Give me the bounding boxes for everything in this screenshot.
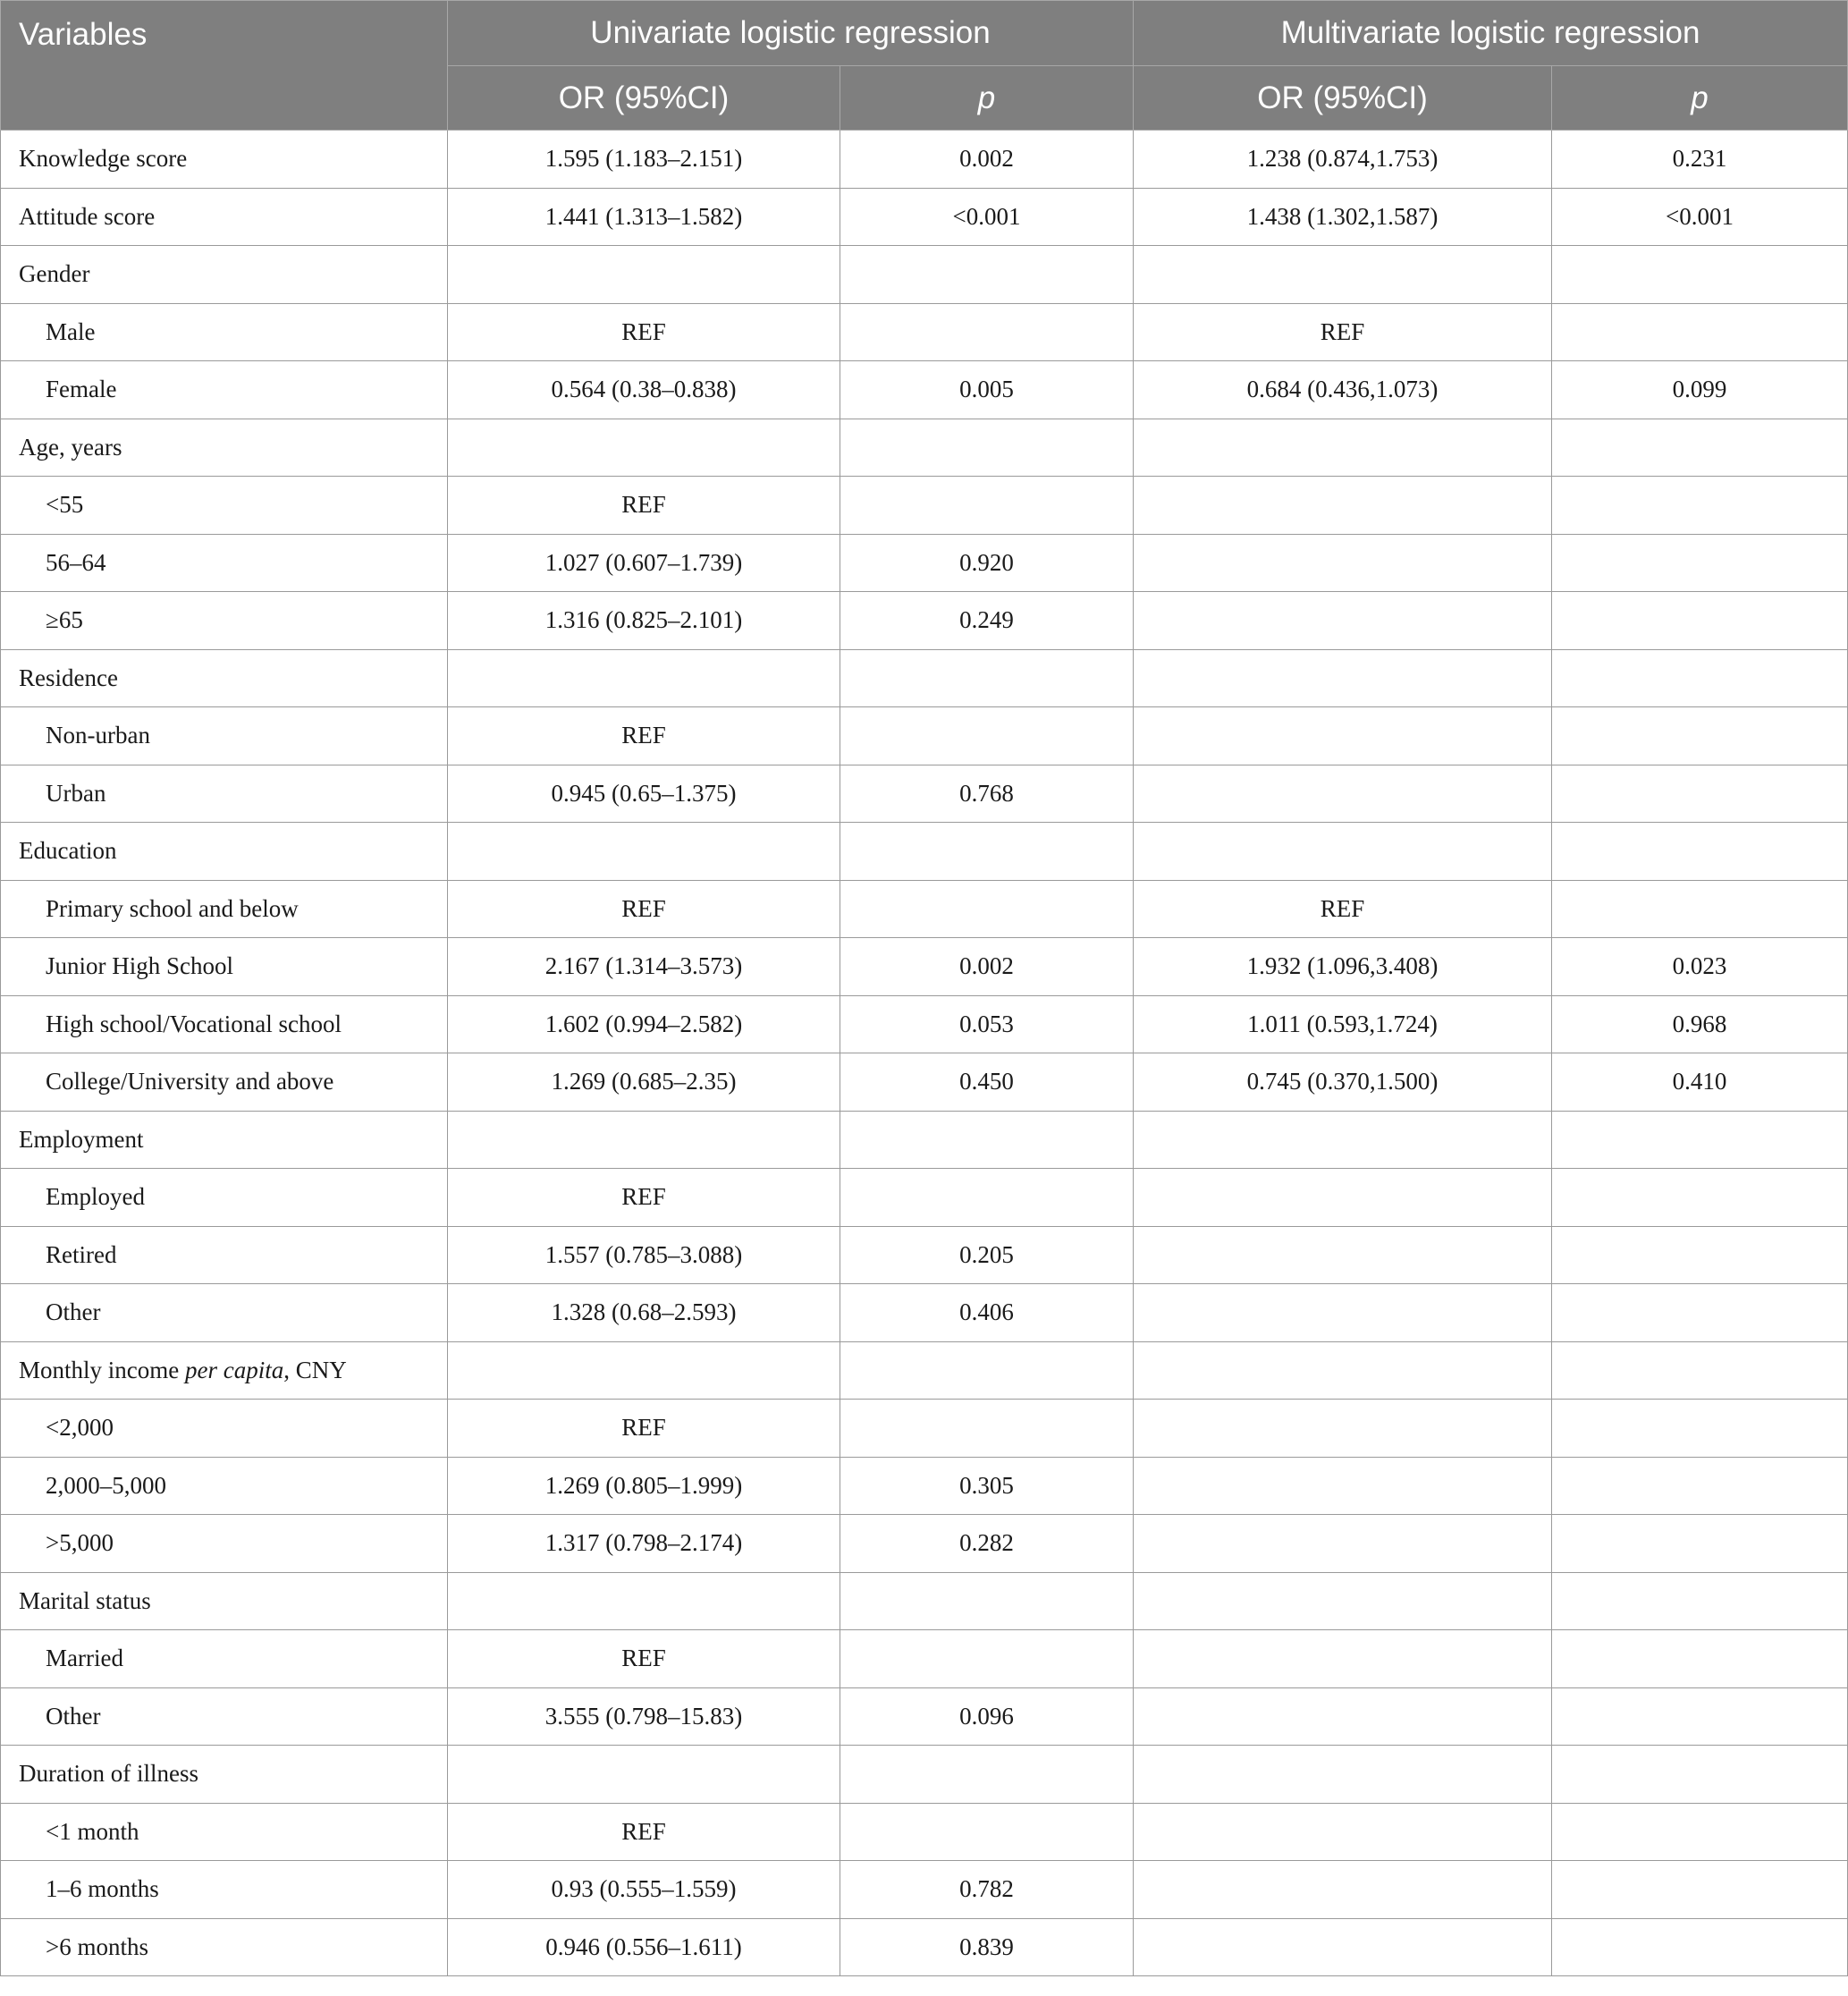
univariate-or-cell — [448, 649, 840, 707]
univariate-or-cell — [448, 823, 840, 881]
multivariate-or-cell — [1134, 1226, 1552, 1284]
variable-cell: Junior High School — [1, 938, 448, 996]
univariate-p-cell: 0.782 — [840, 1861, 1134, 1919]
univariate-or-cell — [448, 419, 840, 477]
multivariate-p-cell — [1552, 592, 1848, 650]
variable-cell: Male — [1, 303, 448, 361]
multivariate-p-cell — [1552, 534, 1848, 592]
univariate-p-cell — [840, 707, 1134, 765]
multivariate-or-cell: 1.238 (0.874,1.753) — [1134, 131, 1552, 189]
multivariate-p-cell — [1552, 1630, 1848, 1688]
multivariate-or-cell — [1134, 477, 1552, 535]
table-row — [1, 823, 1848, 881]
univariate-or-cell: 1.269 (0.685–2.35) — [448, 1053, 840, 1112]
table-row — [1, 303, 1848, 361]
univariate-or-cell: REF — [448, 707, 840, 765]
variable-cell: Other — [1, 1284, 448, 1342]
table-header — [1, 1, 1848, 131]
table-row — [1, 246, 1848, 304]
variable-cell: Married — [1, 1630, 448, 1688]
univariate-p-cell — [840, 649, 1134, 707]
table-row — [1, 477, 1848, 535]
multivariate-or-cell — [1134, 1746, 1552, 1804]
variable-cell: Non-urban — [1, 707, 448, 765]
multivariate-p-cell — [1552, 1284, 1848, 1342]
univariate-or-cell: 3.555 (0.798–15.83) — [448, 1687, 840, 1746]
table-row — [1, 534, 1848, 592]
univariate-or-cell — [448, 246, 840, 304]
multivariate-or-cell: 0.684 (0.436,1.073) — [1134, 361, 1552, 419]
multivariate-p-cell: 0.231 — [1552, 131, 1848, 189]
table-row — [1, 938, 1848, 996]
univariate-p-cell: 0.406 — [840, 1284, 1134, 1342]
header-multi-p: p — [1552, 66, 1848, 131]
multivariate-p-cell: <0.001 — [1552, 188, 1848, 246]
univariate-or-cell: 1.027 (0.607–1.739) — [448, 534, 840, 592]
univariate-or-cell — [448, 1746, 840, 1804]
univariate-p-cell: 0.205 — [840, 1226, 1134, 1284]
variable-label: Monthly income — [19, 1356, 185, 1383]
multivariate-or-cell — [1134, 534, 1552, 592]
univariate-or-cell: REF — [448, 1803, 840, 1861]
multivariate-p-cell: 0.099 — [1552, 361, 1848, 419]
variable-cell: Urban — [1, 765, 448, 823]
univariate-p-cell — [840, 1572, 1134, 1630]
table-row — [1, 765, 1848, 823]
variable-cell: 2,000–5,000 — [1, 1457, 448, 1515]
multivariate-or-cell: 0.745 (0.370,1.500) — [1134, 1053, 1552, 1112]
univariate-or-cell: REF — [448, 880, 840, 938]
table-row — [1, 361, 1848, 419]
multivariate-p-cell — [1552, 1400, 1848, 1458]
variable-cell: College/University and above — [1, 1053, 448, 1112]
univariate-p-cell: 0.450 — [840, 1053, 1134, 1112]
multivariate-or-cell — [1134, 1803, 1552, 1861]
univariate-or-cell: 0.93 (0.555–1.559) — [448, 1861, 840, 1919]
multivariate-or-cell — [1134, 649, 1552, 707]
variable-label-italic: per capita — [184, 1356, 284, 1383]
univariate-p-cell — [840, 1803, 1134, 1861]
variable-cell: Attitude score — [1, 188, 448, 246]
multivariate-p-cell — [1552, 1687, 1848, 1746]
variable-cell: Primary school and below — [1, 880, 448, 938]
univariate-p-cell: 0.839 — [840, 1918, 1134, 1976]
multivariate-or-cell — [1134, 1169, 1552, 1227]
univariate-or-cell: 1.602 (0.994–2.582) — [448, 995, 840, 1053]
univariate-or-cell: REF — [448, 477, 840, 535]
univariate-or-cell — [448, 1572, 840, 1630]
multivariate-or-cell — [1134, 823, 1552, 881]
variable-cell: Age, years — [1, 419, 448, 477]
univariate-p-cell — [840, 246, 1134, 304]
header-univariate: Univariate logistic regression — [448, 1, 1134, 66]
univariate-p-cell — [840, 1400, 1134, 1458]
multivariate-or-cell: 1.011 (0.593,1.724) — [1134, 995, 1552, 1053]
variable-cell: Female — [1, 361, 448, 419]
univariate-p-cell — [840, 880, 1134, 938]
multivariate-or-cell — [1134, 1861, 1552, 1919]
multivariate-or-cell — [1134, 1284, 1552, 1342]
multivariate-p-cell — [1552, 765, 1848, 823]
table-row — [1, 880, 1848, 938]
univariate-p-cell — [840, 1169, 1134, 1227]
univariate-p-cell — [840, 823, 1134, 881]
multivariate-or-cell — [1134, 1630, 1552, 1688]
table-row — [1, 592, 1848, 650]
table-row — [1, 1746, 1848, 1804]
univariate-or-cell: 0.945 (0.65–1.375) — [448, 765, 840, 823]
univariate-or-cell: REF — [448, 303, 840, 361]
variable-cell: >5,000 — [1, 1515, 448, 1573]
univariate-or-cell: 1.557 (0.785–3.088) — [448, 1226, 840, 1284]
table-row — [1, 1572, 1848, 1630]
multivariate-or-cell: 1.932 (1.096,3.408) — [1134, 938, 1552, 996]
multivariate-or-cell — [1134, 1457, 1552, 1515]
multivariate-p-cell — [1552, 880, 1848, 938]
multivariate-or-cell — [1134, 1918, 1552, 1976]
multivariate-p-cell — [1552, 1169, 1848, 1227]
univariate-or-cell: 1.441 (1.313–1.582) — [448, 188, 840, 246]
header-variables: Variables — [1, 1, 448, 131]
multivariate-p-cell — [1552, 649, 1848, 707]
table-row — [1, 1918, 1848, 1976]
univariate-p-cell: 0.005 — [840, 361, 1134, 419]
table-row — [1, 1284, 1848, 1342]
univariate-p-cell — [840, 1341, 1134, 1400]
variable-cell: Employment — [1, 1111, 448, 1169]
multivariate-or-cell — [1134, 1515, 1552, 1573]
table-row — [1, 1053, 1848, 1112]
variable-cell: Duration of illness — [1, 1746, 448, 1804]
table-row — [1, 131, 1848, 189]
header-multivariate: Multivariate logistic regression — [1134, 1, 1848, 66]
univariate-or-cell: REF — [448, 1169, 840, 1227]
table-row — [1, 188, 1848, 246]
univariate-p-cell: 0.305 — [840, 1457, 1134, 1515]
univariate-p-cell: 0.096 — [840, 1687, 1134, 1746]
univariate-or-cell — [448, 1111, 840, 1169]
univariate-p-cell — [840, 419, 1134, 477]
multivariate-p-cell — [1552, 823, 1848, 881]
multivariate-p-cell: 0.968 — [1552, 995, 1848, 1053]
multivariate-or-cell — [1134, 246, 1552, 304]
table-body — [1, 131, 1848, 1976]
multivariate-or-cell — [1134, 419, 1552, 477]
univariate-p-cell: 0.920 — [840, 534, 1134, 592]
variable-cell: ≥65 — [1, 592, 448, 650]
multivariate-p-cell — [1552, 1572, 1848, 1630]
variable-cell: Retired — [1, 1226, 448, 1284]
multivariate-p-cell — [1552, 1111, 1848, 1169]
table-row — [1, 1169, 1848, 1227]
multivariate-or-cell — [1134, 707, 1552, 765]
variable-cell: Knowledge score — [1, 131, 448, 189]
univariate-p-cell — [840, 303, 1134, 361]
multivariate-p-cell — [1552, 1515, 1848, 1573]
table-row — [1, 649, 1848, 707]
variable-cell: Employed — [1, 1169, 448, 1227]
univariate-or-cell: 2.167 (1.314–3.573) — [448, 938, 840, 996]
multivariate-or-cell — [1134, 1400, 1552, 1458]
table-row — [1, 1341, 1848, 1400]
multivariate-or-cell: 1.438 (1.302,1.587) — [1134, 188, 1552, 246]
variable-cell: Gender — [1, 246, 448, 304]
variable-cell — [1, 1341, 448, 1400]
univariate-p-cell: 0.002 — [840, 938, 1134, 996]
variable-cell: <2,000 — [1, 1400, 448, 1458]
multivariate-p-cell — [1552, 477, 1848, 535]
variable-cell: >6 months — [1, 1918, 448, 1976]
header-uni-or-ci: OR (95%CI) — [448, 66, 840, 131]
table-row — [1, 995, 1848, 1053]
univariate-or-cell: 1.269 (0.805–1.999) — [448, 1457, 840, 1515]
table-row — [1, 1803, 1848, 1861]
univariate-p-cell — [840, 1630, 1134, 1688]
univariate-p-cell — [840, 477, 1134, 535]
variable-cell: <55 — [1, 477, 448, 535]
multivariate-or-cell — [1134, 1572, 1552, 1630]
univariate-or-cell: 0.564 (0.38–0.838) — [448, 361, 840, 419]
variable-cell: 56–64 — [1, 534, 448, 592]
table-row — [1, 1400, 1848, 1458]
univariate-or-cell — [448, 1341, 840, 1400]
header-uni-p: p — [840, 66, 1134, 131]
univariate-p-cell: 0.249 — [840, 592, 1134, 650]
multivariate-p-cell — [1552, 1803, 1848, 1861]
header-multi-or-ci: OR (95%CI) — [1134, 66, 1552, 131]
univariate-p-cell: 0.768 — [840, 765, 1134, 823]
variable-cell: Residence — [1, 649, 448, 707]
multivariate-or-cell — [1134, 1111, 1552, 1169]
multivariate-or-cell — [1134, 1341, 1552, 1400]
univariate-or-cell: 0.946 (0.556–1.611) — [448, 1918, 840, 1976]
multivariate-or-cell — [1134, 592, 1552, 650]
multivariate-or-cell — [1134, 765, 1552, 823]
multivariate-or-cell — [1134, 1687, 1552, 1746]
table-row — [1, 1630, 1848, 1688]
multivariate-p-cell — [1552, 1226, 1848, 1284]
table-row — [1, 1687, 1848, 1746]
multivariate-p-cell: 0.410 — [1552, 1053, 1848, 1112]
table-row — [1, 1457, 1848, 1515]
univariate-p-cell — [840, 1746, 1134, 1804]
variable-cell: Education — [1, 823, 448, 881]
univariate-p-cell — [840, 1111, 1134, 1169]
univariate-p-cell: 0.002 — [840, 131, 1134, 189]
variable-cell: 1–6 months — [1, 1861, 448, 1919]
variable-cell: Other — [1, 1687, 448, 1746]
univariate-or-cell: 1.316 (0.825–2.101) — [448, 592, 840, 650]
table-row — [1, 1861, 1848, 1919]
variable-cell: <1 month — [1, 1803, 448, 1861]
multivariate-or-cell: REF — [1134, 880, 1552, 938]
multivariate-p-cell — [1552, 1918, 1848, 1976]
table-row — [1, 1226, 1848, 1284]
univariate-or-cell: REF — [448, 1630, 840, 1688]
multivariate-p-cell — [1552, 1457, 1848, 1515]
univariate-p-cell: 0.282 — [840, 1515, 1134, 1573]
multivariate-p-cell — [1552, 1341, 1848, 1400]
univariate-or-cell: 1.595 (1.183–2.151) — [448, 131, 840, 189]
univariate-or-cell: 1.317 (0.798–2.174) — [448, 1515, 840, 1573]
univariate-or-cell: 1.328 (0.68–2.593) — [448, 1284, 840, 1342]
multivariate-p-cell — [1552, 1861, 1848, 1919]
univariate-p-cell: <0.001 — [840, 188, 1134, 246]
table-row — [1, 419, 1848, 477]
multivariate-p-cell — [1552, 303, 1848, 361]
multivariate-p-cell — [1552, 246, 1848, 304]
multivariate-p-cell — [1552, 707, 1848, 765]
variable-cell: High school/Vocational school — [1, 995, 448, 1053]
variable-cell: Marital status — [1, 1572, 448, 1630]
univariate-or-cell: REF — [448, 1400, 840, 1458]
multivariate-or-cell: REF — [1134, 303, 1552, 361]
multivariate-p-cell — [1552, 1746, 1848, 1804]
table-row — [1, 707, 1848, 765]
header-row-groups — [1, 1, 1848, 66]
table-row — [1, 1111, 1848, 1169]
univariate-p-cell: 0.053 — [840, 995, 1134, 1053]
multivariate-p-cell — [1552, 419, 1848, 477]
table-row — [1, 1515, 1848, 1573]
multivariate-p-cell: 0.023 — [1552, 938, 1848, 996]
variable-label-suffix: , CNY — [283, 1356, 347, 1383]
